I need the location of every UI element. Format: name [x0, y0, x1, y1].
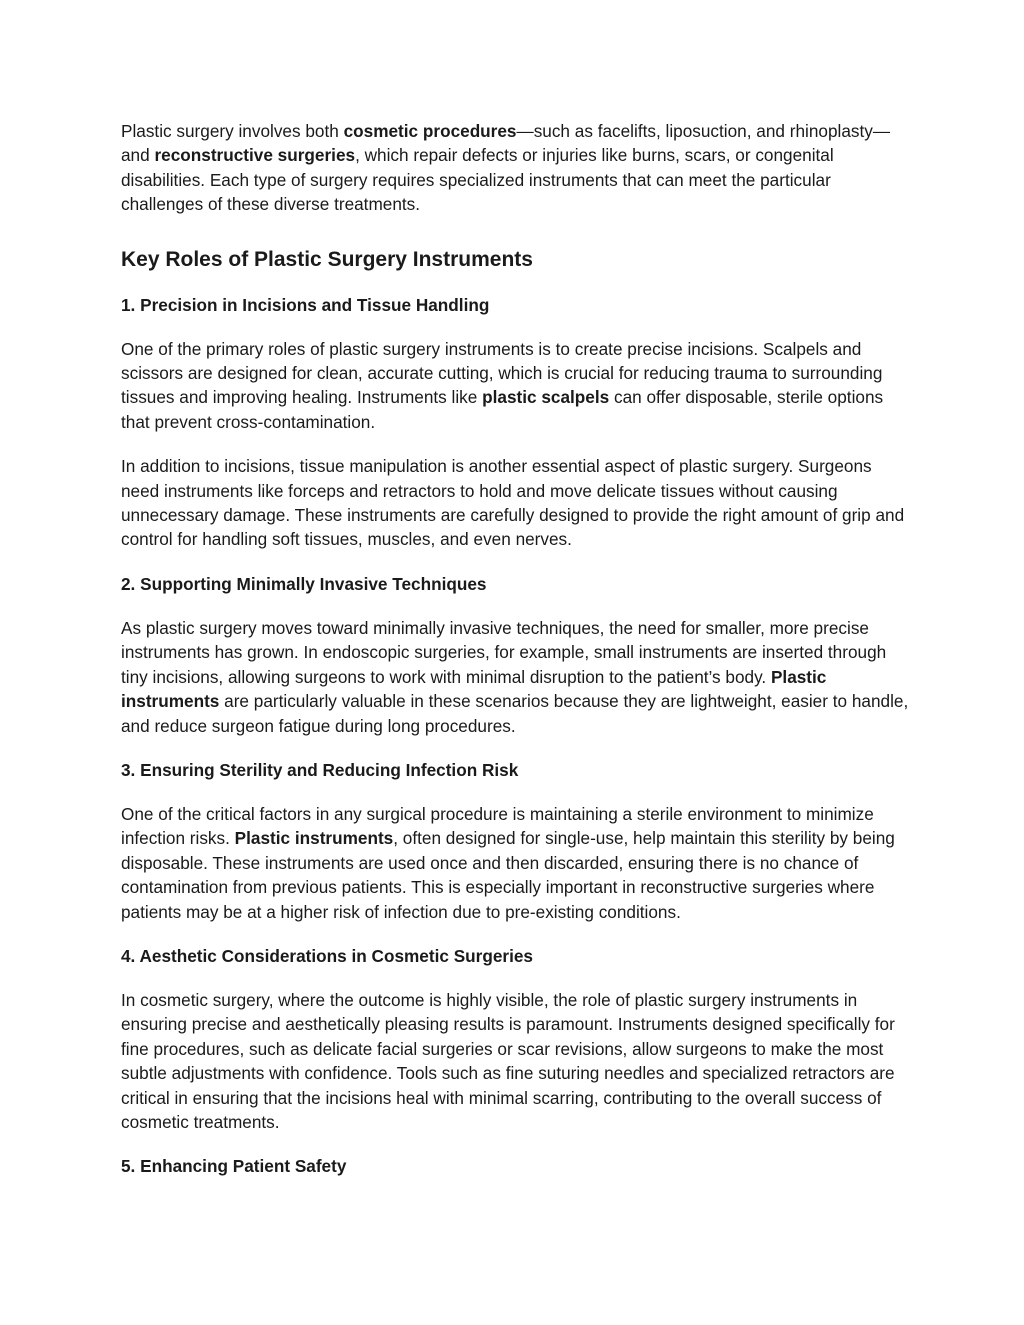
subheading-sterility: 3. Ensuring Sterility and Reducing Infection Risk	[121, 759, 519, 780]
paragraph-precision-1	[121, 337, 911, 435]
bold-plastic-scalpels: plastic scalpels	[482, 387, 610, 408]
intro-bold-reconstructive-surgeries: reconstructive surgeries	[154, 145, 356, 166]
paragraph-precision-2: In addition to incisions, tissue manipulation is another essential aspect of plastic surgery. Surgeons need instruments like forceps and retractors to hold and move delicate tissues without causing unnecessary damage. These instruments are carefully designed to provide the right amount of grip and control for handling soft tissues, muscles, and even nerves.	[121, 456, 905, 550]
intro-text-3: , which repair defects or injuries like burns, scars, or congenital disabilities. Each type of surgery requires specialized instruments that can meet the particular challenges of these diverse treatments.	[121, 145, 834, 215]
paragraph-text: are particularly valuable in these scenarios because they are lightweight, easier to handle, and reduce surgeon fatigue during long procedures.	[121, 691, 909, 736]
subheading-minimally-invasive: 2. Supporting Minimally Invasive Techniques	[121, 573, 487, 594]
paragraph-text: One of the critical factors in any surgical procedure is maintaining a sterile environment to minimize infection risks.	[121, 803, 874, 849]
paragraph-minimally-invasive	[121, 616, 911, 738]
intro-text-1: Plastic surgery involves both	[121, 121, 344, 141]
intro-paragraph	[121, 119, 911, 217]
paragraph-text: One of the primary roles of plastic surgery instruments is to create precise incisions. Scalpels and scissors are designed for clean, accurate cutting, which is crucial for reducing trauma to surrounding tissues and improving healing. Instruments like	[121, 338, 883, 408]
paragraph-aesthetic: In cosmetic surgery, where the outcome is highly visible, the role of plastic surgery instruments in ensuring precise and aesthetically pleasing results is paramount. Instruments designed specifically for fine procedures, such as delicate facial surgeries or scar revisions, allow surgeons to make the most subtle adjustments with confidence. Tools such as fine suturing needles and specialized retractors are critical in ensuring that the incisions heal with minimal scarring, contributing to the overall success of cosmetic treatments.	[121, 989, 895, 1132]
subheading-aesthetic: 4. Aesthetic Considerations in Cosmetic Surgeries	[121, 945, 533, 966]
section-heading: Key Roles of Plastic Surgery Instruments	[121, 247, 533, 271]
paragraph-text: can offer disposable, sterile options that prevent cross-contamination.	[121, 387, 884, 432]
subheading-precision: 1. Precision in Incisions and Tissue Handling	[121, 294, 490, 315]
paragraph-text: , often designed for single-use, help maintain this sterility by being disposable. These instruments are used once and then discarded, ensuring there is no chance of contamination from previous patients. This is especially important in reconstructive surgeries where patients may be at a higher risk of infection due to pre-existing conditions.	[121, 828, 895, 922]
intro-bold-cosmetic-procedures: cosmetic procedures	[343, 121, 517, 141]
subheading-patient-safety: 5. Enhancing Patient Safety	[121, 1156, 347, 1177]
intro-text-2: —such as facelifts, liposuction, and rhinoplasty—and	[121, 121, 891, 166]
paragraph-text: As plastic surgery moves toward minimally invasive techniques, the need for smaller, more precise instruments has grown. In endoscopic surgeries, for example, small instruments are inserted through tiny incisions, allowing surgeons to work with minimal disruption to the patient’s body.	[121, 617, 887, 687]
document-page	[121, 119, 911, 1198]
bold-plastic-instruments: Plastic instruments	[121, 666, 827, 712]
bold-plastic-instruments: Plastic instruments	[234, 828, 394, 849]
paragraph-sterility	[121, 802, 911, 924]
